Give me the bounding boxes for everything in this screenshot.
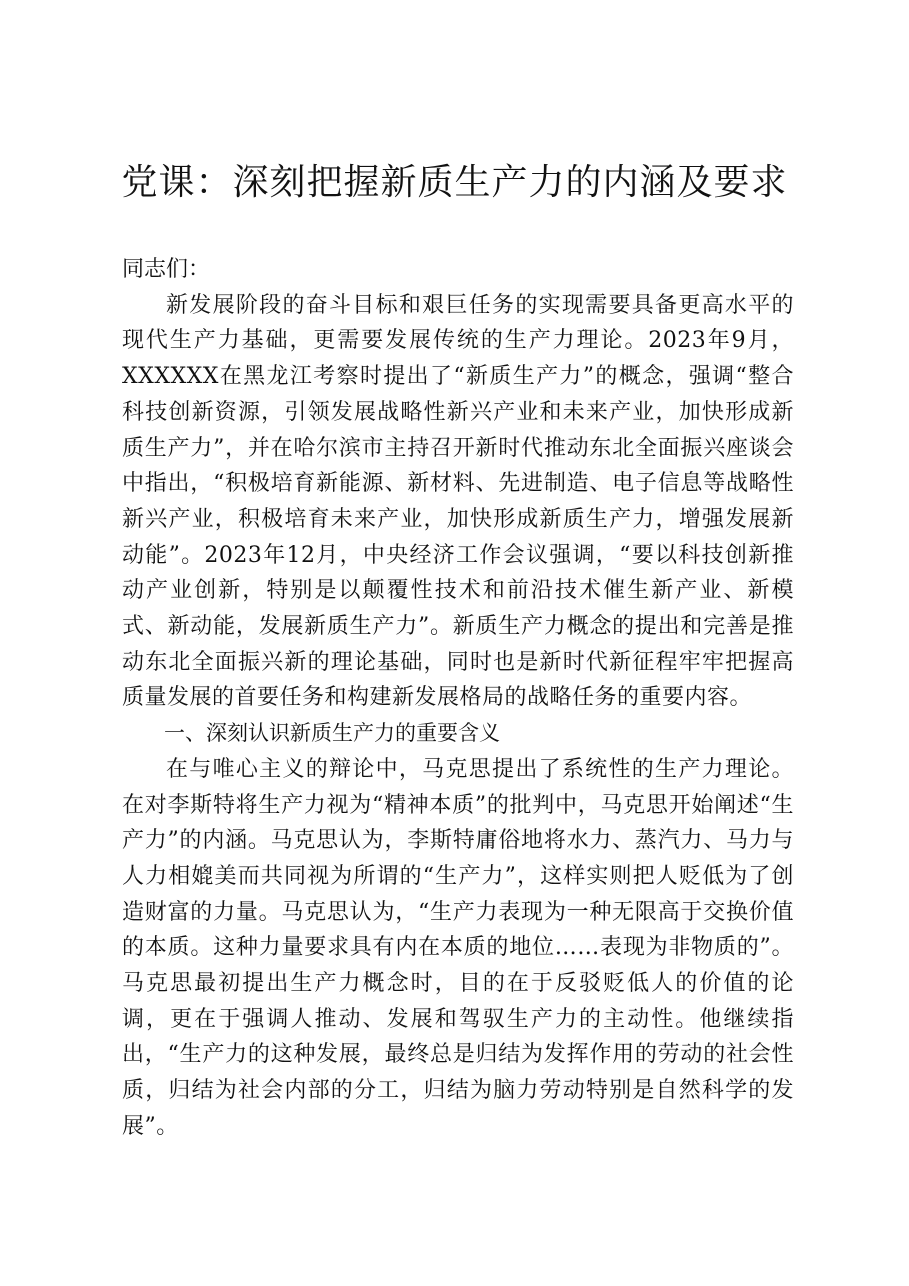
section-heading: 一、深刻认识新质生产力的重要含义 <box>164 721 500 746</box>
section-paragraph: 在与唯心主义的辩论中，马克思提出了系统性的生产力理论。在对李斯特将生产力视为“精神本质”的批判中，马克思开始阐述“生产力”的内涵。马克思认为，李斯特庸俗地将水力、蒸汽力、马力与人力相媲美而共同视为所谓的“生产力”，这样实则把人贬低为了创造财富的力量。马克思认为，“生产力表现为一种无限高于交换价值的本质。这种力量要求具有内在本质的地位……表现为非物质的”。马克思最初提出生产力概念时，目的在于反驳贬低人的价值的论调，更在于强调人推动、发展和驾驭生产力的主动性。他继续指出，“生产力的这种发展，最终总是归结为发挥作用的劳动的社会性质，归结为社会内部的分工，归结为脑力劳动特别是自然科学的发展”。 <box>122 756 794 1139</box>
greeting: 同志们： <box>122 257 211 282</box>
intro-paragraph: 新发展阶段的奋斗目标和艰巨任务的实现需要具备更高水平的现代生产力基础，更需要发展传统的生产力理论。2023年9月，XXXXXX在黑龙江考察时提出了“新质生产力”的概念，强调“整合科技创新资源，引领发展战略性新兴产业和未来产业，加快形成新质生产力”，并在哈尔滨市主持召开新时代推动东北全面振兴座谈会中指出，“积极培育新能源、新材料、先进制造、电子信息等战略性新兴产业，积极培育未来产业，加快形成新质生产力，增强发展新动能”。2023年12月，中央经济工作会议强调，“要以科技创新推动产业创新，特别是以颠覆性技术和前沿技术催生新产业、新模式、新动能，发展新质生产力”。新质生产力概念的提出和完善是推动东北全面振兴新的理论基础，同时也是新时代新征程牢牢把握高质量发展的首要任务和构建新发展格局的战略任务的重要内容。 <box>122 292 794 711</box>
document-title: 党课：深刻把握新质生产力的内涵及要求 <box>121 162 788 203</box>
document-body <box>122 252 794 1145</box>
